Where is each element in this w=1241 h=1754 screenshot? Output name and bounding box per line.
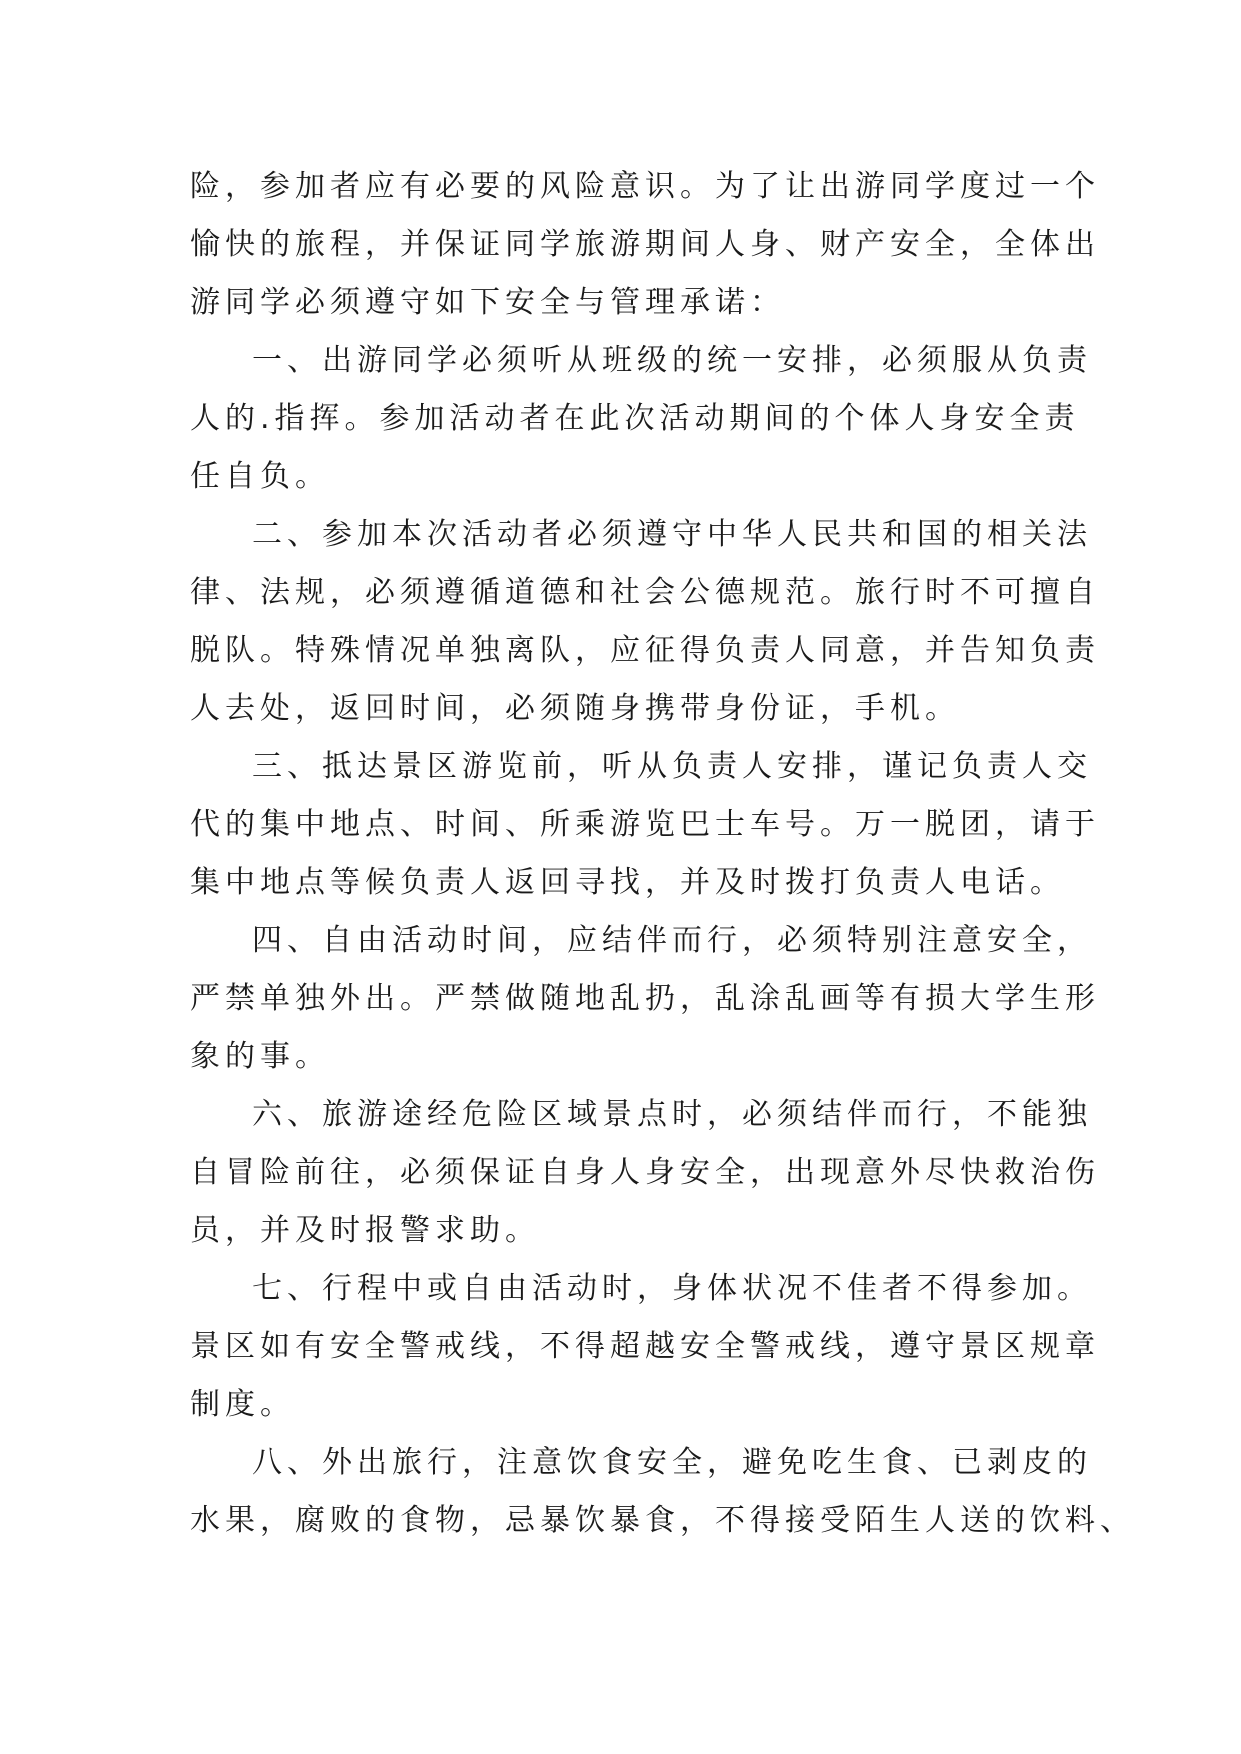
text-line: 人去处，返回时间，必须随身携带身份证，手机。 — [190, 691, 960, 726]
text-line: 律、法规，必须遵循道德和社会公德规范。旅行时不可擅自 — [190, 575, 1100, 610]
text-line: 脱队。特殊情况单独离队，应征得负责人同意，并告知负责 — [190, 633, 1100, 668]
document-body — [190, 158, 1135, 1550]
text-line: 水果，腐败的食物，忌暴饮暴食，不得接受陌生人送的饮料、 — [190, 1503, 1135, 1538]
text-line: 险，参加者应有必要的风险意识。为了让出游同学度过一个 — [190, 169, 1100, 204]
paragraph-item-7 — [190, 1260, 1100, 1434]
text-line: 八、外出旅行，注意饮食安全，避免吃生食、已剥皮的 — [252, 1445, 1092, 1480]
text-line: 人的.指挥。参加活动者在此次活动期间的个体人身安全责 — [190, 401, 1080, 436]
paragraph-item-8 — [190, 1434, 1135, 1550]
paragraph-item-6 — [190, 1086, 1100, 1260]
paragraph-item-1 — [190, 332, 1092, 506]
paragraph-item-3 — [190, 738, 1100, 912]
text-line: 三、抵达景区游览前，听从负责人安排，谨记负责人交 — [252, 749, 1092, 784]
text-line: 代的集中地点、时间、所乘游览巴士车号。万一脱团，请于 — [190, 807, 1100, 842]
text-line: 二、参加本次活动者必须遵守中华人民共和国的相关法 — [252, 517, 1092, 552]
text-line: 自冒险前往，必须保证自身人身安全，出现意外尽快救治伤 — [190, 1155, 1100, 1190]
paragraph-intro — [190, 158, 1100, 332]
paragraph-item-2 — [190, 506, 1100, 738]
text-line: 象的事。 — [190, 1039, 330, 1074]
text-line: 严禁单独外出。严禁做随地乱扔，乱涂乱画等有损大学生形 — [190, 981, 1100, 1016]
text-line: 集中地点等候负责人返回寻找，并及时拨打负责人电话。 — [190, 865, 1065, 900]
text-line: 愉快的旅程，并保证同学旅游期间人身、财产安全，全体出 — [190, 227, 1100, 262]
text-line: 七、行程中或自由活动时，身体状况不佳者不得参加。 — [252, 1271, 1092, 1306]
text-line: 员，并及时报警求助。 — [190, 1213, 540, 1248]
text-line: 制度。 — [190, 1387, 295, 1422]
text-line: 任自负。 — [190, 459, 330, 494]
text-line: 游同学必须遵守如下安全与管理承诺： — [190, 285, 785, 320]
text-line: 四、自由活动时间，应结伴而行，必须特别注意安全， — [252, 923, 1092, 958]
paragraph-item-4 — [190, 912, 1100, 1086]
text-line: 六、旅游途经危险区域景点时，必须结伴而行，不能独 — [252, 1097, 1092, 1132]
text-line: 一、出游同学必须听从班级的统一安排，必须服从负责 — [252, 343, 1092, 378]
text-line: 景区如有安全警戒线，不得超越安全警戒线，遵守景区规章 — [190, 1329, 1100, 1364]
